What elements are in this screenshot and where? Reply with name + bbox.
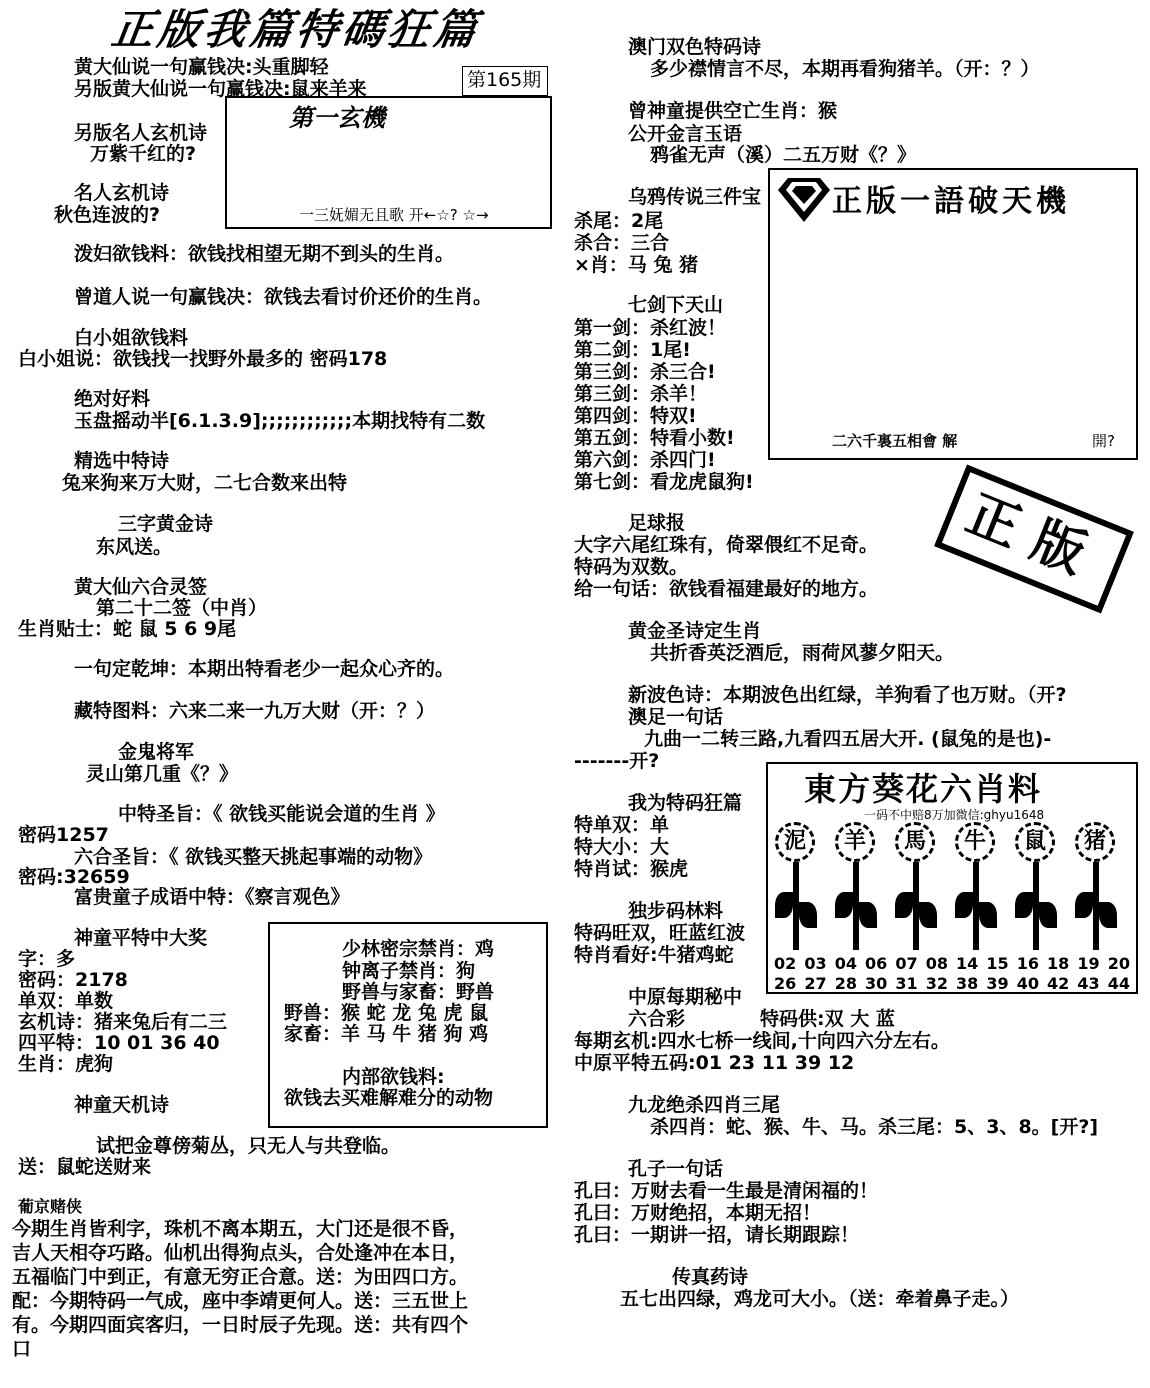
number-cell: 19: [1077, 954, 1100, 973]
left-line-13: 精选中特诗: [74, 450, 170, 472]
left-line-42: 五福临门中到正，有意无穷正合意。送：为田四口方。: [12, 1266, 469, 1288]
shaolin-line-5: 家畜：羊 马 牛 猪 狗 鸡: [284, 1023, 489, 1045]
left-line-30: 字：多: [18, 948, 76, 970]
left-line-36: 神童天机诗: [74, 1094, 170, 1116]
leaf: [895, 892, 913, 918]
shaolin-line-6: 内部欲钱料:: [342, 1066, 445, 1088]
sunflower-title: 東方葵花六肖料: [804, 770, 1043, 808]
leaf: [1039, 902, 1057, 928]
left-line-41: 吉人天相夺巧路。仙机出得狗点头，合处逢冲在本日，: [12, 1242, 469, 1264]
left-line-38: 送：鼠蛇送财来: [18, 1156, 152, 1178]
left-line-6: 秋色连波的?: [54, 204, 161, 226]
left-line-18: 第二十二签（中肖）: [96, 597, 268, 619]
left-line-2: 另版黄大仙说一句赢钱决:鼠来羊来: [74, 78, 367, 100]
sunflower: [773, 822, 821, 950]
sunflower-subtitle: 一码不中赔8万加微信:ghyu1648: [864, 808, 1045, 822]
left-line-12: 玉盘摇动半[6.1.3.9];;;;;;;;;;;;本期找特有二数: [74, 410, 486, 432]
number-cell: 30: [865, 974, 888, 993]
left-line-27: 密码:32659: [18, 866, 130, 888]
leaf: [1075, 892, 1093, 918]
right-line-35: 特肖看好:牛猪鸡蛇: [574, 944, 734, 966]
right-line-45: 孔曰：万财绝招，本期无招！: [574, 1202, 822, 1224]
right-line-36: 中原每期秘中: [628, 986, 743, 1008]
left-line-35: 生肖：虎狗: [18, 1053, 114, 1075]
number-cell: 42: [1047, 974, 1070, 993]
number-cell: 18: [1047, 954, 1070, 973]
number-cell: 26: [774, 974, 797, 993]
right-line-15: 第四剑：特双!: [574, 405, 697, 427]
leaf: [835, 892, 853, 918]
right-line-20: 大字六尾红珠有，倚翠偎红不足奇。: [574, 534, 879, 556]
zodiac-char: 泥: [775, 822, 815, 862]
number-cell: 15: [986, 954, 1009, 973]
left-line-45: 口: [12, 1338, 32, 1360]
number-grid: [770, 954, 1134, 994]
right-line-8: 杀合：三合: [574, 232, 670, 254]
number-cell: 03: [804, 954, 827, 973]
left-line-3: 另版名人玄机诗: [74, 122, 208, 144]
left-line-5: 名人玄机诗: [74, 182, 170, 204]
right-line-43: 孔子一句话: [628, 1158, 724, 1180]
issue-number: 第165期: [467, 69, 542, 91]
first-mystery-text: 一三妩媚无且歌 开←☆? ☆→: [299, 206, 489, 224]
right-line-5: 鸦雀无声（溪）二五万财《？》: [650, 144, 917, 166]
number-cell: 44: [1107, 974, 1130, 993]
left-line-25: 密码1257: [18, 824, 109, 846]
right-line-6: 乌鸦传说三件宝: [628, 186, 762, 208]
sunflower: [1013, 822, 1061, 950]
right-line-41: 九龙绝杀四肖三尾: [628, 1094, 781, 1116]
left-line-15: 三字黄金诗: [118, 513, 214, 535]
shaolin-line-4: 野兽：猴 蛇 龙 兔 虎 鼠: [284, 1002, 489, 1024]
shaolin-line-7: 欲钱去买难解难分的动物: [284, 1087, 494, 1109]
leaf: [979, 902, 997, 928]
right-line-14: 第三剑：杀羊！: [574, 383, 708, 405]
number-cell: 39: [986, 974, 1009, 993]
right-line-1: 澳门双色特码诗: [628, 36, 762, 58]
left-line-31: 密码：2178: [18, 969, 128, 991]
sunflower: [893, 822, 941, 950]
leaf: [955, 892, 973, 918]
left-line-17: 黄大仙六合灵签: [74, 576, 208, 598]
zodiac-char: 馬: [895, 822, 935, 862]
right-line-7: 杀尾：2尾: [574, 210, 664, 232]
left-line-14: 兔来狗来万大财，二七合数来出特: [62, 472, 348, 494]
left-line-16: 东风送。: [96, 536, 173, 558]
right-line-19: 足球报: [628, 512, 686, 534]
left-line-1: 黄大仙说一句赢钱决:头重脚轻: [74, 56, 329, 78]
right-line-11: 第一剑：杀红波！: [574, 317, 727, 339]
right-line-13: 第三剑：杀三合!: [574, 361, 716, 383]
number-cell: 14: [956, 954, 979, 973]
page-title: 正版我篇特碼狂篇: [108, 5, 484, 54]
number-cell: 08: [925, 954, 948, 973]
left-line-7: 泼妇欲钱料：欲钱找相望无期不到头的生肖。: [74, 243, 455, 265]
left-line-20: 一句定乾坤：本期出特看老少一起众心齐的。: [74, 658, 455, 680]
leaf: [775, 892, 793, 918]
number-cell: 31: [895, 974, 918, 993]
right-line-40: 中原平特五码:01 23 11 39 12: [574, 1052, 855, 1074]
number-cell: 16: [1016, 954, 1039, 973]
right-line-33: 独步码林料: [628, 900, 724, 922]
right-line-44: 孔曰：万财去看一生最是清闲福的！: [574, 1180, 879, 1202]
right-line-16: 第五剑：特看小数!: [574, 427, 735, 449]
left-line-44: 有。今期四面宾客归，一日时辰子先现。送：共有四个: [12, 1314, 469, 1336]
right-line-31: 特大小：大: [574, 836, 670, 858]
genuine-stamp: 正版: [934, 464, 1134, 613]
right-line-42: 杀四肖：蛇、猴、牛、马。杀三尾：5、3、8。[开?]: [650, 1116, 1099, 1138]
number-cell: 32: [925, 974, 948, 993]
left-line-33: 玄机诗：猪来兔后有二三: [18, 1011, 228, 1033]
right-line-12: 第二剑：1尾!: [574, 339, 691, 361]
left-line-19: 生肖贴士：蛇 鼠 5 6 9尾: [18, 618, 237, 640]
one-phrase-text: 二六千裏五相會 解: [832, 432, 958, 450]
right-line-39: 每期玄机:四水七桥一线间,十向四六分左右。: [574, 1030, 950, 1052]
leaf: [799, 902, 817, 928]
right-line-22: 给一句话：欲钱看福建最好的地方。: [574, 578, 879, 600]
left-line-9: 白小姐欲钱料: [74, 327, 189, 349]
right-line-10: 七剑下天山: [628, 294, 724, 316]
left-line-43: 配：今期特码一气成，座中李靖更何人。送：三五世上: [12, 1290, 469, 1312]
first-mystery-box: [225, 96, 552, 229]
shaolin-line-3: 野兽与家畜：野兽: [342, 981, 495, 1003]
zodiac-char: 牛: [955, 822, 995, 862]
sunflower: [1073, 822, 1121, 950]
left-line-23: 灵山第几重《？》: [86, 763, 239, 785]
left-line-29: 神童平特中大奖: [74, 927, 208, 949]
right-line-3: 曾神童提供空亡生肖：猴: [628, 100, 838, 122]
one-phrase-open: 開?: [1092, 432, 1115, 450]
number-cell: 27: [804, 974, 827, 993]
right-line-27: 九曲一二转三路,九看四五居大开. (鼠兔的是也)-: [644, 728, 1052, 750]
one-phrase-title: 正版一語破天機: [832, 184, 1070, 219]
left-line-4: 万紫千红的?: [90, 143, 197, 165]
number-cell: 40: [1016, 974, 1039, 993]
issue-badge: [462, 66, 548, 96]
sunflower-row: [773, 822, 1135, 950]
left-line-37: 试把金尊傍菊丛，只无人与共登临。: [96, 1135, 401, 1157]
right-line-46: 孔曰：一期讲一招，请长期跟踪！: [574, 1224, 860, 1246]
leaf: [919, 902, 937, 928]
shaolin-box: [268, 922, 548, 1128]
left-line-11: 绝对好料: [74, 388, 151, 410]
right-line-9: ×肖：马 兔 猪: [574, 254, 699, 276]
number-cell: 38: [956, 974, 979, 993]
left-line-10: 白小姐说：欲钱找一找野外最多的 密码178: [18, 348, 388, 370]
left-line-28: 富贵童子成语中特：《察言观色》: [74, 886, 350, 908]
right-line-30: 特单双：单: [574, 814, 670, 836]
diamond-icon: [778, 176, 830, 222]
zodiac-char: 猪: [1075, 822, 1115, 862]
sunflower: [833, 822, 881, 950]
leaf: [1099, 902, 1117, 928]
right-line-48: 五七出四绿，鸡龙可大小。（送：牵着鼻子走。）: [620, 1288, 1020, 1310]
right-line-37: 六合彩: [628, 1008, 686, 1030]
right-line-17: 第六剑：杀四门!: [574, 449, 716, 471]
right-line-32: 特肖试：猴虎: [574, 858, 689, 880]
number-cell: 02: [774, 954, 797, 973]
number-cell: 07: [895, 954, 918, 973]
left-line-24: 中特圣旨：《 欲钱买能说会道的生肖 》: [118, 803, 445, 825]
right-line-18: 第七剑：看龙虎鼠狗!: [574, 471, 754, 493]
right-line-24: 共折香英泛酒卮，雨荷风蓼夕阳天。: [650, 642, 955, 664]
left-line-21: 藏特图料：六来二来一九万大财（开：？）: [74, 700, 436, 722]
left-line-26: 六合圣旨：《 欲钱买整天挑起事端的动物》: [74, 846, 433, 868]
leaf: [859, 902, 877, 928]
sunflower: [953, 822, 1001, 950]
right-line-4: 公开金言玉语: [628, 123, 743, 145]
number-cell: 43: [1077, 974, 1100, 993]
number-cell: 04: [834, 954, 857, 973]
right-line-38: 特码供:双 大 蓝: [760, 1008, 895, 1030]
number-cell: 28: [834, 974, 857, 993]
left-line-32: 单双：单数: [18, 990, 114, 1012]
leaf: [1015, 892, 1033, 918]
left-line-40: 今期生肖皆利字，珠机不离本期五，大门还是很不昏，: [12, 1218, 469, 1240]
shaolin-line-2: 钟离子禁肖：狗: [342, 960, 476, 982]
right-line-47: 传真药诗: [672, 1266, 749, 1288]
left-line-34: 四平特：10 01 36 40: [18, 1032, 220, 1054]
zodiac-char: 鼠: [1015, 822, 1055, 862]
shaolin-line-1: 少林密宗禁肖：鸡: [342, 938, 495, 960]
right-line-2: 多少襟情言不尽，本期再看狗猪羊。（开：？）: [650, 58, 1040, 80]
right-line-34: 特码旺双，旺蓝红波: [574, 922, 746, 944]
right-line-29: 我为特码狂篇: [628, 792, 743, 814]
left-line-22: 金鬼将军: [118, 741, 195, 763]
right-line-26: 澳足一句话: [628, 706, 724, 728]
right-line-21: 特码为双数。: [574, 556, 689, 578]
first-mystery-title: 第一玄機: [289, 104, 385, 132]
left-line-39: 葡京赌侠: [18, 1197, 83, 1216]
zodiac-char: 羊: [835, 822, 875, 862]
left-line-8: 曾道人说一句赢钱决：欲钱去看讨价还价的生肖。: [74, 286, 493, 308]
right-line-23: 黄金圣诗定生肖: [628, 620, 762, 642]
right-line-28: -------开?: [574, 750, 660, 772]
number-cell: 06: [865, 954, 888, 973]
number-cell: 20: [1107, 954, 1130, 973]
right-line-25: 新波色诗：本期波色出红绿，羊狗看了也万财。（开?: [628, 684, 1067, 706]
